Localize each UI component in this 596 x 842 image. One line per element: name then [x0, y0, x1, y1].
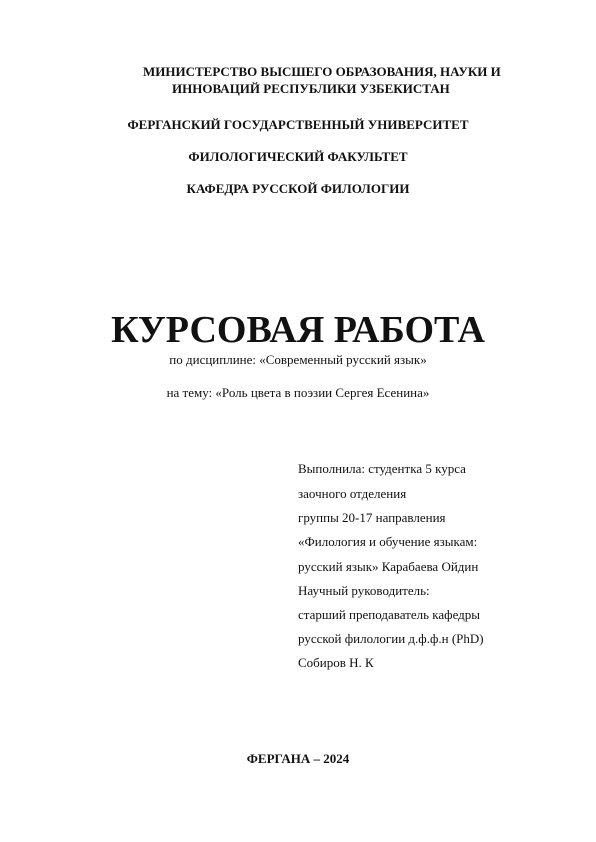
author-info-line: русский язык» Карабаева Ойдин	[298, 559, 479, 574]
author-info-line: заочного отделения	[298, 486, 407, 501]
supervisor-name: Собиров Н. К	[298, 655, 374, 670]
department-name: КАФЕДРА РУССКОЙ ФИЛОЛОГИИ	[186, 181, 410, 196]
author-info-line: «Филология и обучение языкам:	[298, 534, 478, 549]
faculty-name: ФИЛОЛОГИЧЕСКИЙ ФАКУЛЬТЕТ	[188, 149, 408, 164]
city-year: ФЕРГАНА – 2024	[246, 751, 350, 766]
discipline-line: по дисциплине: «Современный русский язык»	[169, 352, 427, 367]
author-info-line: группы 20-17 направления	[298, 510, 446, 525]
topic-line: на тему: «Роль цвета в поэзии Сергея Есенина»	[166, 385, 430, 400]
author-info-line: Выполнила: студентка 5 курса	[298, 461, 466, 476]
document-title: КУРСОВАЯ РАБОТА	[111, 309, 485, 351]
author-info-line: русской филологии д.ф.ф.н (PhD)	[298, 631, 484, 646]
ministry-line-1: МИНИСТЕРСТВО ВЫСШЕГО ОБРАЗОВАНИЯ, НАУКИ И	[143, 64, 501, 79]
supervisor-heading: Научный руководитель:	[298, 583, 430, 598]
ministry-line-2: ИННОВАЦИЙ РЕСПУБЛИКИ УЗБЕКИСТАН	[172, 81, 450, 96]
author-info-line: старший преподаватель кафедры	[298, 607, 481, 622]
university-name: ФЕРГАНСКИЙ ГОСУДАРСТВЕННЫЙ УНИВЕРСИТЕТ	[127, 117, 469, 132]
